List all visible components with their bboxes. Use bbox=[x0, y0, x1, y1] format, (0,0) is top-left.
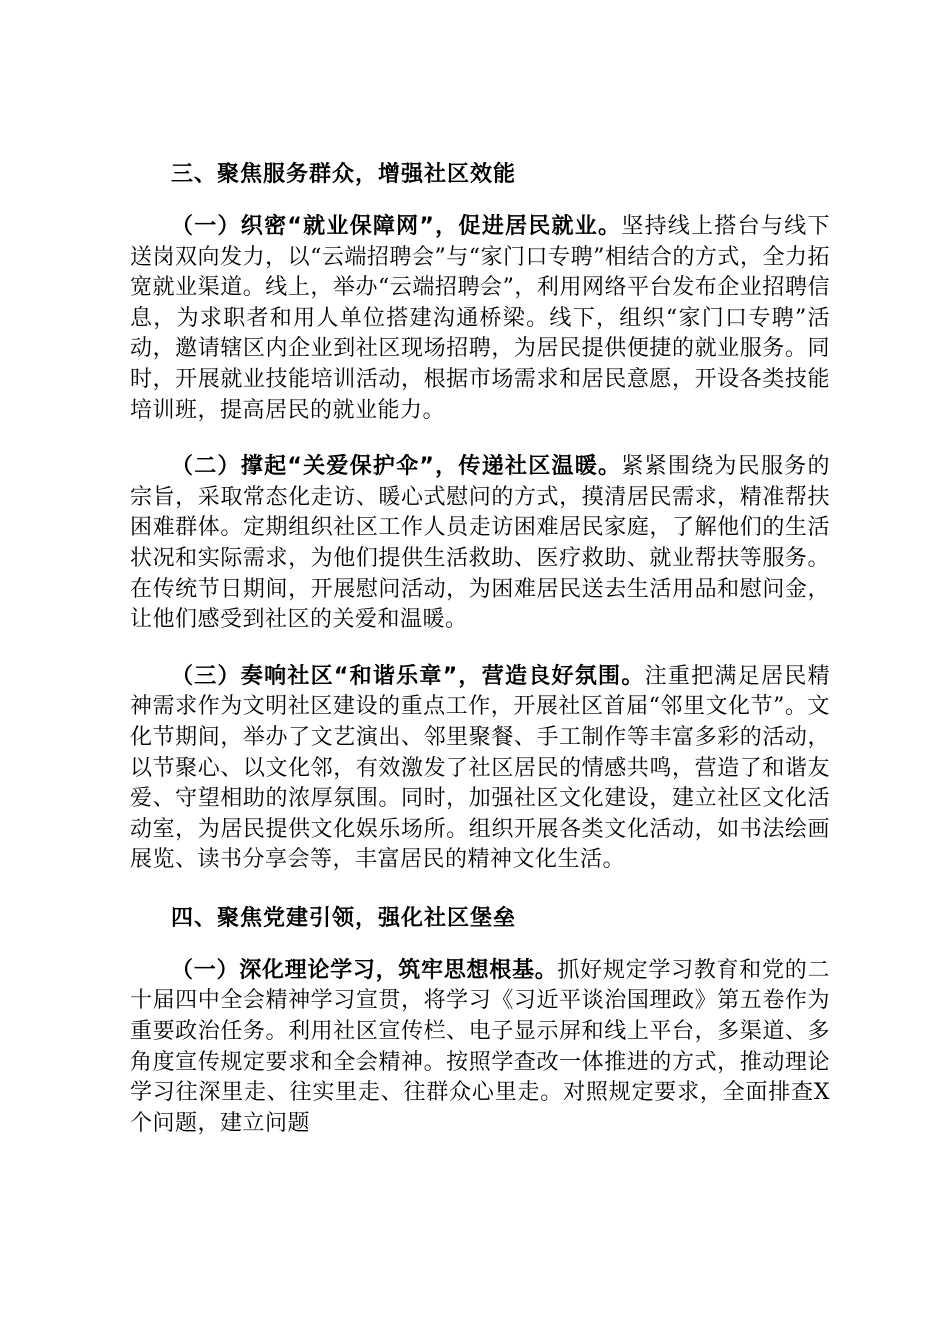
paragraph-body: 抓好规定学习教育和党的二十届四中全会精神学习宣贯，将学习《习近平谈治国理政》第五卷作为重要政治任务。利用社区宣传栏、电子显示屏和线上平台，多渠道、多角度宣传规定要求和全会精神。按照学查改一体推进的方式，推动理论学习往深里走、往实里走、往群众心里走。对照规定要求，全面排查X个问题，建立问题 bbox=[130, 957, 830, 1136]
paragraph-body: 注重把满足居民精神需求作为文明社区建设的重点工作，开展社区首届“邻里文化节”。文化节期间，举办了文艺演出、邻里聚餐、手工制作等丰富多彩的活动，以节聚心、以文化邻，有效激发了社区居民的情感共鸣，营造了和谐友爱、守望相助的浓厚氛围。同时，加强社区文化建设，建立社区文化活动室，为居民提供文化娱乐场所。组织开展各类文化活动，如书法绘画展览、读书分享会等，丰富居民的精神文化生活。 bbox=[130, 663, 830, 873]
section-heading-4: 四、聚焦党建引领，强化社区堡垒 bbox=[171, 905, 517, 931]
paragraph-harmony bbox=[130, 662, 830, 876]
paragraph-lead: （一）深化理论学习，筑牢思想根基。 bbox=[171, 957, 558, 983]
paragraph-employment bbox=[130, 212, 830, 426]
paragraph-body: 坚持线上搭台与线下送岗双向发力，以“云端招聘会”与“家门口专聘”相结合的方式，全力拓宽就业渠道。线上，举办“云端招聘会”，利用网络平台发布企业招聘信息，为求职者和用人单位搭建沟通桥梁。线下，组织“家门口专聘”活动，邀请辖区内企业到社区现场招聘，为居民提供便捷的就业服务。同时，开展就业技能培训活动，根据市场需求和居民意愿，开设各类技能培训班，提高居民的就业能力。 bbox=[130, 214, 830, 423]
paragraph-theory-study bbox=[130, 956, 830, 1140]
paragraph-lead: （二）撑起“关爱保护伞”，传递社区温暖。 bbox=[171, 454, 622, 480]
paragraph-lead: （三）奏响社区“和谐乐章”，营造良好氛围。 bbox=[171, 663, 645, 689]
section-heading-3: 三、聚焦服务群众，增强社区效能 bbox=[171, 162, 517, 187]
paragraph-body: 紧紧围绕为民服务的宗旨，采取常态化走访、暖心式慰问的方式，摸清居民需求，精准帮扶困难群体。定期组织社区工作人员走访困难居民家庭，了解他们的生活状况和实际需求，为他们提供生活救助、医疗救助、就业帮扶等服务。在传统节日期间，开展慰问活动，为困难居民送去生活用品和慰问金，让他们感受到社区的关爱和温暖。 bbox=[130, 454, 830, 633]
paragraph-lead: （一）织密“就业保障网”，促进居民就业。 bbox=[171, 214, 622, 239]
document-page bbox=[130, 160, 830, 1139]
paragraph-care bbox=[130, 452, 830, 636]
